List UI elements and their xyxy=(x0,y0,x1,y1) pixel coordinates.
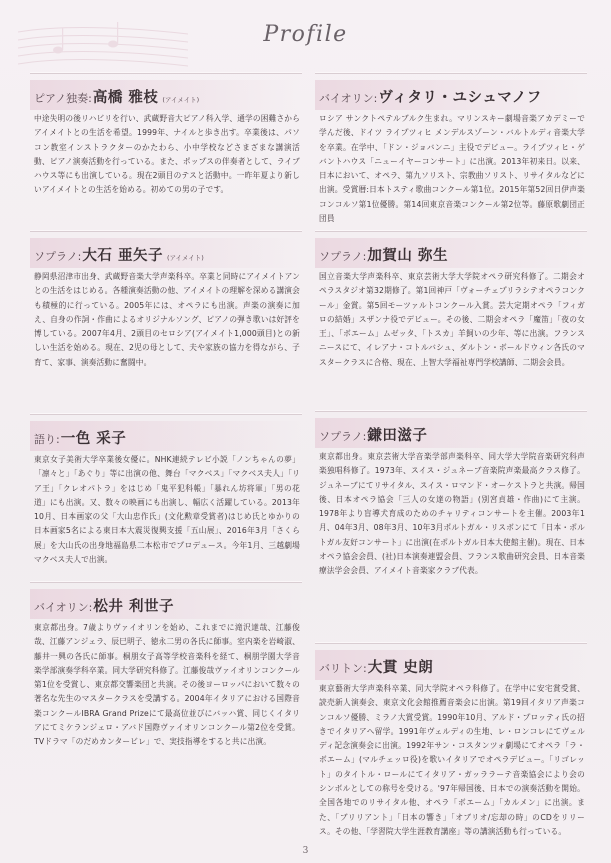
profile-role: ソプラノ: xyxy=(319,430,367,443)
profile-bio: 東京女子美術大学卒業後女優に。NHK連続テレビ小説「ノンちゃんの夢」「凛々と」「あぐり」等に出演の他、舞台「マクベス」「マクベス夫人」「リア王」「クレオパトラ」をはじめ「鬼平犯科帳」「暴れん坊将軍」「男の花道」にも出演。又、数々の映画にも出演し、幅広く活躍している。2013年10月、日本画家の父「大山忠作氏」(文化勲章受賞者)はじめ氏とゆかりの日本画家5名による東日本大震災復興支援「五山展」、2016年3月「さくら展」を大山氏の出身地福島県二本松市でプロデュース。今年1月、三越劇場マクベス夫人で出演。 xyxy=(34,455,300,565)
divider xyxy=(315,410,587,412)
profile-agency: (アイメイト) xyxy=(162,96,200,104)
profile-agency: (アイメイト) xyxy=(166,254,204,262)
profile-heading xyxy=(315,418,587,448)
profile-name: 松井 利世子 xyxy=(93,598,174,615)
profile-bio: 静岡県沼津市出身、武蔵野音楽大学声楽科卒。卒業と同時にアイメイトアンとの生活をはじめる。各種演奏活動の他、アイメイトの理解を深める講演会も積極的に行っている。2005年には、オペラにも出演。声楽の演奏に加え、自身の作詞・作曲によるオリジナルソング、ピアノの弾き歌いは好評を博している。2007年4月、2頭目のセロシア(アイメイト1,000頭目)との新しい生活を始める。現在、2児の母として、夫や家族の協力を得ながら、子育て、家事、演奏活動に奮闘中。 xyxy=(34,272,300,367)
divider xyxy=(315,72,587,74)
profile-role: ソプラノ: xyxy=(319,250,367,263)
profile-bio: 東京都出身。7歳よりヴァイオリンを始め、これまでに滝沢達哉、江藤俊哉、江藤アンジェラ、辰巳明子、徳永二男の各氏に師事。室内楽を岩崎淑、藤井一興の各氏に師事。桐朋女子高等学校音楽科を経て、桐朋学園大学音楽学部演奏学科卒業。同大学研究科修了。江藤俊哉ヴァイオリンコンクール第1位を受賞し、東京都交響楽団と共演。その後ヨーロッパにおいて数々の著名な先生のマスタークラスを受講する。2004年イタリアにおける国際音楽コンクールIBRA Grand Prizeにて最高位並びにバッハ賞、同じくイタリアにてミケランジェロ・アバド国際ヴァイオリンコンクール第2位を受賞。TVドラマ「のだめカンタービレ」で、実技指導をすると共に出演。 xyxy=(34,623,300,747)
divider xyxy=(30,581,302,583)
profile-heading xyxy=(30,421,302,451)
left-column xyxy=(30,72,302,750)
profile-heading xyxy=(315,80,587,110)
profile-name: 加賀山 弥生 xyxy=(367,247,448,264)
profile-heading xyxy=(30,589,302,619)
profile-card xyxy=(315,642,587,839)
profile-card xyxy=(30,72,302,194)
divider xyxy=(30,413,302,415)
divider xyxy=(315,230,587,232)
profile-role: バイオリン: xyxy=(34,601,93,614)
profile-bio: 東京都出身。東京芸術大学音楽学部声楽科卒、同大学大学院音楽研究科声楽独唱科修了。1973年、スイス・ジュネーブ音楽院声楽最高クラス修了。ジュネーブにてリサイタル、スイス・ロマンド・オーケストラと共演。帰国後、日本オペラ協会「三人の女達の物語」(別宮貞雄・作曲)にて主演。1978年より盲導犬育成のためのチャリティコンサートを主催。2003年1月、04年3月、08年3月、10年3月ポルトガル・リスボンにて「日本・ポルトガル友好コンサート」に出演(在ポルトガル日本大使館主催)。現在、日本オペラ協会会員、(社)日本演奏連盟会員、フランス歌曲研究会員、日本音楽療法学会会員、アイメイト音楽家クラブ代表。 xyxy=(319,452,585,576)
profile-heading xyxy=(315,650,587,680)
page-number: 3 xyxy=(302,846,309,856)
profile-card xyxy=(30,581,302,750)
profile-bio: 国立音楽大学声楽科卒、東京芸術大学大学院オペラ研究科修了。二期会オペラスタジオ第32期修了。第1回神戸「ヴォーチェプリラシテオペラコンクール」金賞。第5回モーツァルトコンクール入賞。芸大定期オペラ「フィガロの結婚」スザンナ役でデビュー。その後、二期会オペラ「魔笛」「夜の女王」、「ボエーム」ムゼッタ、「トスカ」羊飼いの少年、等に出演。フランスニースにて、イレアナ・コトルバシュ、ダルトン・ボールドウィン各氏のマスタークラスに合格、現在、上智大学福祉専門学校講師、二期会会員。 xyxy=(319,272,585,367)
profile-heading xyxy=(30,238,302,268)
profile-name: 大貫 史朗 xyxy=(367,659,434,676)
profile-card xyxy=(315,72,587,224)
profile-role: バイオリン: xyxy=(319,92,378,105)
profile-name: 鎌田滋子 xyxy=(367,427,428,444)
profile-name: 高橋 雅枝 xyxy=(92,89,159,106)
profile-bio: 中途失明の後リハビリを行い、武蔵野音大ピアノ科入学、通学の困難さからアイメイトとの生活を希望。1999年、ナイルと歩き出す。卒業後は、パソコン教室インストラクターのかたわら、小中学校などさまざまな講演活動、ピアノ演奏活動を行っている。また、ポップスの伴奏者として、ライブハウス等にも出演している。現在2頭目のテスと活動中。一昨年夏より新しいアイメイトとの生活を始める。初めての男の子です。 xyxy=(34,114,300,195)
profile-name: 一色 采子 xyxy=(60,430,127,447)
profile-bio: 東京藝術大学声楽科卒業、同大学院オペラ科修了。在学中に安宅賞受賞、読売新人演奏会、東京文化会館推薦音楽会に出演。第19回イタリア声楽コンコルソ優勝、ミラノ大賞受賞。1990年10月、アルド・プロッティ氏の招きでイタリアへ留学。1991年ヴェルディの生地、レ・ロンコレにてヴェルディ記念演奏会に出演。1992年サン・コスタンツォ劇場にてオペラ「ラ・ボエーム」(マルチェッロ役)を歌いイタリアでオペラデビュー。「リゴレット」のタイトル・ロールにてイタリア・ガッララーテ音楽協会により会のシンボルとしての称号を受ける。'97年帰国後、日本での演奏活動を開始。全国各地でのリサイタル他、オペラ「ボエーム」「カルメン」に出演。また、「ブリリアント」「日本の響き」「オブリオ/忘却の時」のCDをリリース。その他、「学習院大学生涯教育講座」等の講演活動も行っている。 xyxy=(319,684,585,836)
profile-card xyxy=(30,230,302,391)
profile-card xyxy=(315,230,587,376)
profile-heading xyxy=(30,80,302,110)
profile-bio: ロシア サンクトペテルブルク生まれ。マリンスキー劇場音楽アカデミーで学んだ後、ドイツ ライプツィヒ メンデルスゾーン・バルトルディ音楽大学を卒業。在学中、「ドン・ジョバンニ」主役でデビュー。ライプツィヒ・ゲバントハウス「ニューイヤーコンサート」に出演。2013年初来日。以来、日本において、オペラ、第九ソリスト、宗教曲ソリスト、リサイタルなどに出演。受賞暦:日本トスティ歌曲コンクール第1位。2015年第52回日伊声楽コンコルソ第1位優勝。第14回東京音楽コンクール第2位等。藤原歌劇団正団員 xyxy=(319,114,585,224)
profile-role: バリトン: xyxy=(319,662,367,675)
profile-card xyxy=(30,413,302,565)
profile-name: 大石 亜矢子 xyxy=(82,247,163,264)
profile-role: 語り: xyxy=(34,433,60,446)
divider xyxy=(30,72,302,74)
divider xyxy=(315,642,587,644)
page-title: Profile xyxy=(263,22,348,47)
divider xyxy=(30,230,302,232)
profile-role: ソプラノ: xyxy=(34,250,82,263)
profile-card xyxy=(315,410,587,628)
profile-role: ピアノ独奏: xyxy=(34,92,92,105)
profile-name: ヴィタリ・ユシュマノフ xyxy=(378,89,542,106)
right-column xyxy=(315,72,587,839)
profile-heading xyxy=(315,238,587,268)
